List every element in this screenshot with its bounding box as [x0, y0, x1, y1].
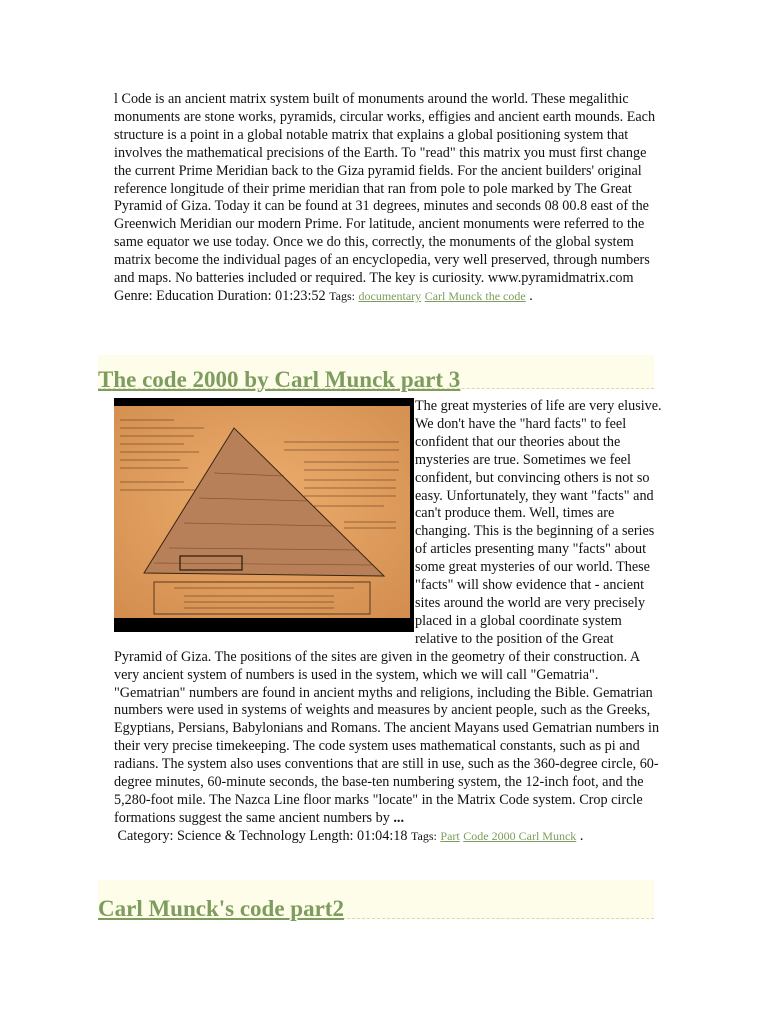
article-2-meta: [114, 828, 662, 846]
pyramid-diagram-image: [114, 398, 414, 632]
tags-label: Tags:: [411, 828, 437, 843]
read-more-ellipsis: ...: [393, 809, 404, 826]
tag-link[interactable]: Carl Munck the code: [424, 288, 526, 303]
video-thumbnail[interactable]: [114, 398, 414, 632]
article-2-header: [98, 355, 654, 392]
article-3-header: [98, 880, 654, 919]
article-1-description: [114, 91, 662, 306]
description-text: l Code is an ancient matrix system built of monuments around the world. These megalithic monuments are stone works, pyramids, circular works, effigies and ancient earth mounds. Each structure is a point in a global notable matrix that explains a global positioning system that involves the mathematical precisions of the Earth. To "read" this matrix you must first change the current Prime Meridian back to the Giza pyramid fields. For the ancient builders' original reference longitude of their prime meridian that ran from pole to pole marked by The Great Pyramid of Giza. Today it can be found at 31 degrees, minutes and seconds 08 00.8 east of the Greenwich Meridian our modern Prime. For latitude, ancient monuments were referred to the same equator we use today. Once we do this, correctly, the monuments of the global system matrix become the individual pages of an encyclopedia, very well preserved, through numbers and maps. No batteries included or required. The key is curiosity. www.pyramidmatrix.com Genre: Education Duration: 01:23:52: [114, 91, 656, 304]
category-length: Category: Science & Technology Length: 01:04:18: [117, 827, 408, 844]
article-3-title-link[interactable]: Carl Munck's code part2: [98, 896, 344, 921]
description-text: The great mysteries of life are very elusive. We don't have the "hard facts" to feel confident that our theories about the mysteries are true. Sometimes we feel confident, but convincing others is not so easy. Unfortunately, they want "facts" and can't produce them. Well, times are changing. This is the beginning of a series of articles presenting many "facts" about some great mysteries of our world. These "facts" will show evidence that - ancient sites around the world are very precisely placed in a global coordinate system relative to the position of the Great Pyramid of Giza. The positions of the sites are given in the geometry of their construction. A very ancient system of numbers is used in the system, which we will call "Gematria". "Gematrian" numbers are found in ancient myths and religions, including the Bible. Gematrian numbers were used in systems of weights and measures by ancient people, such as the Greeks, Egyptians, Persians, Babylonians and Romans. The ancient Mayans used Gematrian numbers in their very precise timekeeping. The code system uses mathematical constants, such as pi and radians. The system also uses conventions that are still in use, such as the 360-degree circle, 60-degree minutes, 60-minute seconds, the base-ten numbering system, the 12-inch foot, and the 5,280-foot mile. The Nazca Line floor marks "locate" in the Matrix Code system. Crop circle formations suggest the same ancient numbers by: [114, 398, 662, 826]
article-2: [114, 398, 662, 846]
article-1: [114, 91, 662, 306]
tags-end: .: [579, 827, 584, 844]
tag-link[interactable]: Part: [440, 828, 460, 843]
tags-label: Tags:: [329, 288, 355, 303]
tag-link[interactable]: Code 2000 Carl Munck: [463, 828, 577, 843]
tag-link[interactable]: documentary: [358, 288, 422, 303]
tags-end: .: [529, 287, 533, 304]
article-2-title-link[interactable]: The code 2000 by Carl Munck part 3: [98, 367, 461, 392]
